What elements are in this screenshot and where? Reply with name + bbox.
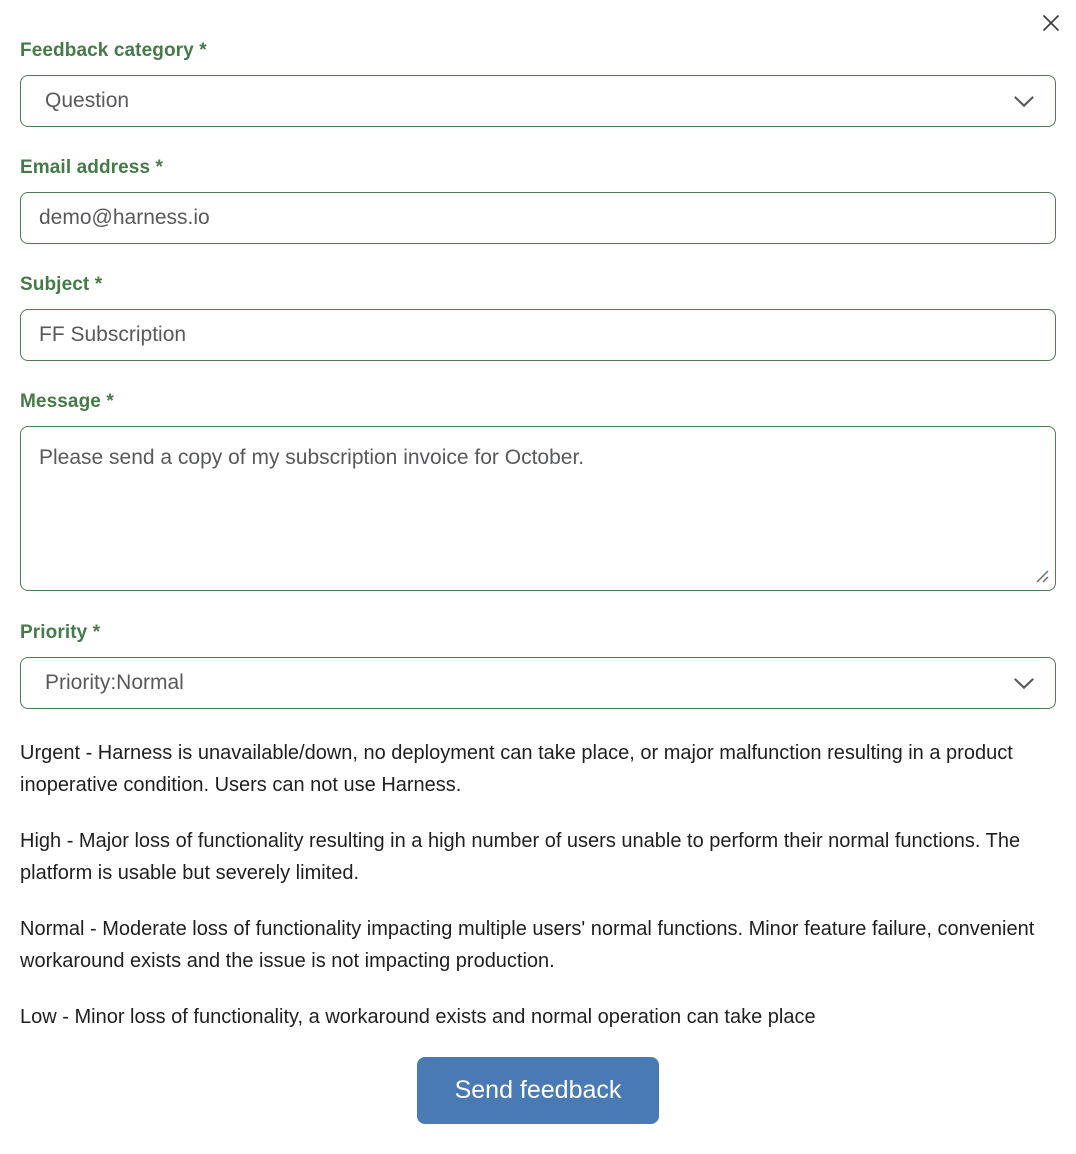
email-label: Email address * bbox=[20, 157, 164, 178]
send-feedback-button[interactable]: Send feedback bbox=[417, 1057, 660, 1124]
close-icon[interactable] bbox=[1038, 10, 1064, 36]
message-field-wrapper bbox=[20, 426, 1056, 591]
priority-select[interactable] bbox=[20, 657, 1056, 709]
subject-field[interactable] bbox=[20, 309, 1056, 361]
priority-help-low: Low - Minor loss of functionality, a workaround exists and normal operation can take place bbox=[20, 1006, 816, 1028]
priority-help-normal: Normal - Moderate loss of functionality impacting multiple users' normal functions. Minor feature failure, convenient workaround exists and the issue is not impacting production. bbox=[20, 918, 1035, 972]
chevron-down-icon bbox=[1013, 95, 1035, 108]
subject-label: Subject * bbox=[20, 274, 103, 295]
feedback-category-value: Question bbox=[45, 89, 130, 112]
priority-label: Priority * bbox=[20, 622, 101, 643]
priority-help-high: High - Major loss of functionality resulting in a high number of users unable to perform their normal functions. The platform is usable but severely limited. bbox=[20, 830, 1021, 884]
resize-grip-icon[interactable] bbox=[1035, 569, 1049, 583]
message-label: Message * bbox=[20, 391, 114, 412]
feedback-category-label: Feedback category * bbox=[20, 40, 207, 61]
message-field[interactable] bbox=[20, 426, 1056, 591]
priority-help-urgent: Urgent - Harness is unavailable/down, no deployment can take place, or major malfunction resulting in a product inoperative condition. Users can not use Harness. bbox=[20, 742, 1013, 796]
chevron-down-icon bbox=[1013, 677, 1035, 690]
close-icon-glyph bbox=[1042, 14, 1060, 32]
email-field[interactable] bbox=[20, 192, 1056, 244]
feedback-category-select[interactable] bbox=[20, 75, 1056, 127]
priority-value: Priority:Normal bbox=[45, 671, 184, 694]
